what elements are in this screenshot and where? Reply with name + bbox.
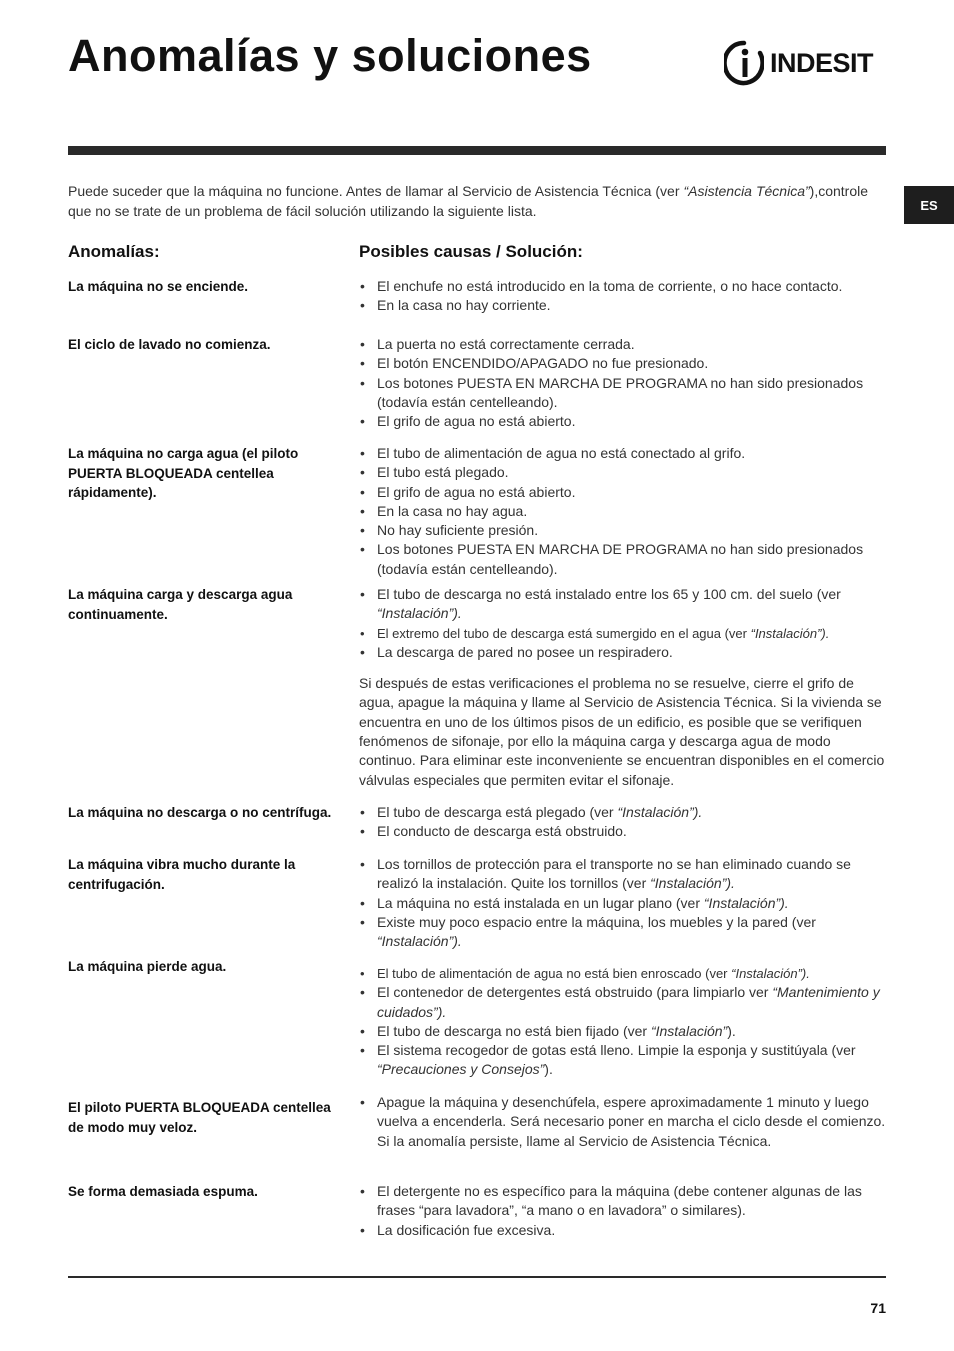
language-tab: ES <box>904 186 954 224</box>
solution-block <box>359 277 886 316</box>
brand-name: INDESIT <box>770 47 874 78</box>
solution-list <box>359 444 886 579</box>
solution-reference: “Mantenimiento y cuidados”). <box>377 984 880 1020</box>
page-title: Anomalías y soluciones <box>68 30 592 81</box>
solution-item <box>359 1182 886 1221</box>
solution-text: No hay suficiente presión. <box>377 522 539 539</box>
solution-text: La descarga de pared no posee un respiradero. <box>377 643 673 660</box>
solution-list <box>359 335 886 431</box>
solution-list <box>359 277 886 316</box>
intro-text-1: Puede suceder que la máquina no funcione. Antes de llamar al Servicio de Asistencia Técnica (ver <box>68 183 684 199</box>
anomaly-label: Se forma demasiada espuma. <box>68 1184 258 1199</box>
solution-item <box>359 822 886 841</box>
solution-block <box>359 585 886 790</box>
solution-item <box>359 502 886 521</box>
solution-item <box>359 1093 886 1151</box>
solution-item <box>359 277 886 296</box>
solution-item <box>359 964 886 983</box>
solution-item <box>359 855 886 894</box>
solution-text: El sistema recogedor de gotas está lleno. Limpie la esponja y sustitúyala (ver <box>377 1042 856 1059</box>
anomaly-label: La máquina no descarga o no centrífuga. <box>68 805 332 820</box>
solution-item <box>359 585 886 624</box>
solution-reference: “Instalación”). <box>731 966 810 981</box>
solution-item <box>359 894 886 913</box>
solution-list <box>359 964 886 1080</box>
solution-text: ). <box>544 1061 553 1078</box>
footer-rule <box>68 1276 886 1278</box>
solution-item <box>359 412 886 431</box>
anomaly-label: El ciclo de lavado no comienza. <box>68 337 271 352</box>
solution-reference: “Instalación”). <box>377 605 462 622</box>
solution-item <box>359 483 886 502</box>
solution-block <box>359 803 886 842</box>
solution-text: Los botones PUESTA EN MARCHA DE PROGRAMA no han sido presionados (todavía están centelleando). <box>377 374 864 410</box>
solution-text: El tubo de descarga está plegado (ver <box>377 804 618 820</box>
anomaly-label: La máquina no se enciende. <box>68 279 249 294</box>
solution-list <box>359 585 886 662</box>
solution-block <box>359 335 886 431</box>
anomaly-label: La máquina vibra mucho durante la centrifugación. <box>68 857 296 892</box>
solution-text: El tubo de alimentación de agua no está bien enroscado (ver <box>377 966 732 981</box>
solution-text: ). <box>727 1022 736 1039</box>
solution-item <box>359 540 886 579</box>
indesit-i-icon <box>724 40 764 86</box>
solution-item <box>359 913 886 952</box>
solution-reference: “Instalación”). <box>750 625 830 641</box>
solution-item <box>359 335 886 354</box>
solution-item <box>359 624 886 643</box>
solution-text: El contenedor de detergentes está obstruido (para limpiarlo ver <box>377 984 773 1001</box>
solution-block <box>359 964 886 1080</box>
solution-list <box>359 803 886 842</box>
intro-reference: “Asistencia Técnica” <box>683 183 810 199</box>
page-number: 71 <box>870 1300 886 1316</box>
solution-text: En la casa no hay corriente. <box>377 297 551 314</box>
anomaly-label: La máquina no carga agua (el piloto PUERTA BLOQUEADA centellea rápidamente). <box>68 446 299 500</box>
solution-block <box>359 1093 886 1151</box>
solution-block <box>359 444 886 579</box>
anomaly-label: La máquina pierde agua. <box>68 959 227 974</box>
intro-paragraph <box>68 181 868 221</box>
intro-text-2: ),controle que no se trate de un problema de fácil solución utilizando la siguiente lista. <box>68 183 869 219</box>
solution-text: Los botones PUESTA EN MARCHA DE PROGRAMA no han sido presionados (todavía están centelleando). <box>377 541 864 577</box>
solution-item <box>359 374 886 413</box>
solution-note: Si después de estas verificaciones el problema no se resuelve, cierre el grifo de agua, apague la máquina y llame al Servicio de Asistencia Técnica. Si la vivienda se encuentra en uno de los últimos pisos de un edificio, es posible que se verifiquen fenómenos de sifonaje, por ello la máquina carga y descarga agua de modo continuo. Para eliminar este inconveniente se encuentran disponibles en el comercio válvulas especiales que permiten evitar el sifonaje. <box>359 675 885 788</box>
causas-heading: Posibles causas / Solución: <box>359 242 583 261</box>
solution-text: El tubo de descarga no está bien fijado (ver <box>377 1022 651 1039</box>
solution-text: Existe muy poco espacio entre la máquina, los muebles y la pared (ver <box>377 913 816 930</box>
solution-text: El grifo de agua no está abierto. <box>377 483 576 500</box>
solution-item <box>359 1041 886 1080</box>
solution-item <box>359 983 886 1022</box>
solution-text: Apague la máquina y desenchúfela, espere aproximadamente 1 minuto y luego vuelva a encenderla. Será necesario poner en marcha el ciclo desde el comienzo. <box>377 1094 886 1130</box>
solution-reference: “Instalación” <box>650 1022 728 1039</box>
solution-item <box>359 296 886 315</box>
solution-text: En la casa no hay agua. <box>377 502 528 519</box>
solution-item <box>359 521 886 540</box>
solution-text: El tubo de alimentación de agua no está conectado al grifo. <box>377 445 746 461</box>
solution-text: El botón ENCENDIDO/APAGADO no fue presionado. <box>377 355 709 372</box>
anomaly-label: La máquina carga y descarga agua continuamente. <box>68 587 293 622</box>
header-rule <box>68 146 886 155</box>
anomalias-heading: Anomalías: <box>68 242 160 261</box>
solution-item <box>359 1221 886 1240</box>
solution-list <box>359 1182 886 1240</box>
solution-reference: “Instalación”). <box>650 875 735 892</box>
solution-text: Si la anomalía persiste, llame al Servicio de Asistencia Técnica. <box>377 1132 772 1149</box>
solution-text: El tubo está plegado. <box>377 464 509 481</box>
solution-text: La máquina no está instalada en un lugar plano (ver <box>377 894 704 911</box>
anomaly-label: El piloto PUERTA BLOQUEADA centellea de modo muy veloz. <box>68 1100 331 1135</box>
solution-item <box>359 1022 886 1041</box>
solution-text: El tubo de descarga no está instalado entre los 65 y 100 cm. del suelo (ver <box>377 586 841 602</box>
solution-reference: “Instalación”). <box>703 894 789 911</box>
solution-list <box>359 1093 886 1151</box>
solution-text: El conducto de descarga está obstruido. <box>377 823 627 840</box>
solution-item <box>359 463 886 482</box>
solution-text: Los tornillos de protección para el transporte no se han eliminado cuando se realizó la instalación. Quite los tornillos (ver <box>377 856 851 892</box>
solution-list <box>359 855 886 951</box>
solution-text: El extremo del tubo de descarga está sumergido en el agua (ver <box>377 625 751 641</box>
solution-text: El grifo de agua no está abierto. <box>377 413 576 430</box>
solution-text: El detergente no es específico para la máquina (debe contener algunas de las frases “para lavadora”, “a mano o en lavadora” o similares). <box>377 1183 862 1219</box>
solution-item <box>359 643 886 662</box>
solution-text: El enchufe no está introducido en la toma de corriente, o no hace contacto. <box>377 278 843 294</box>
solution-item <box>359 354 886 373</box>
solution-reference: “Precauciones y Consejos” <box>377 1061 545 1078</box>
solution-item <box>359 444 886 463</box>
solution-item <box>359 803 886 822</box>
brand-logo <box>724 40 873 86</box>
solution-block <box>359 1182 886 1240</box>
solution-reference: “Instalación”). <box>617 804 703 820</box>
solution-text: La puerta no está correctamente cerrada. <box>377 336 635 352</box>
solution-reference: “Instalación”). <box>377 933 462 950</box>
solution-text: La dosificación fue excesiva. <box>377 1221 556 1238</box>
solution-block <box>359 855 886 951</box>
